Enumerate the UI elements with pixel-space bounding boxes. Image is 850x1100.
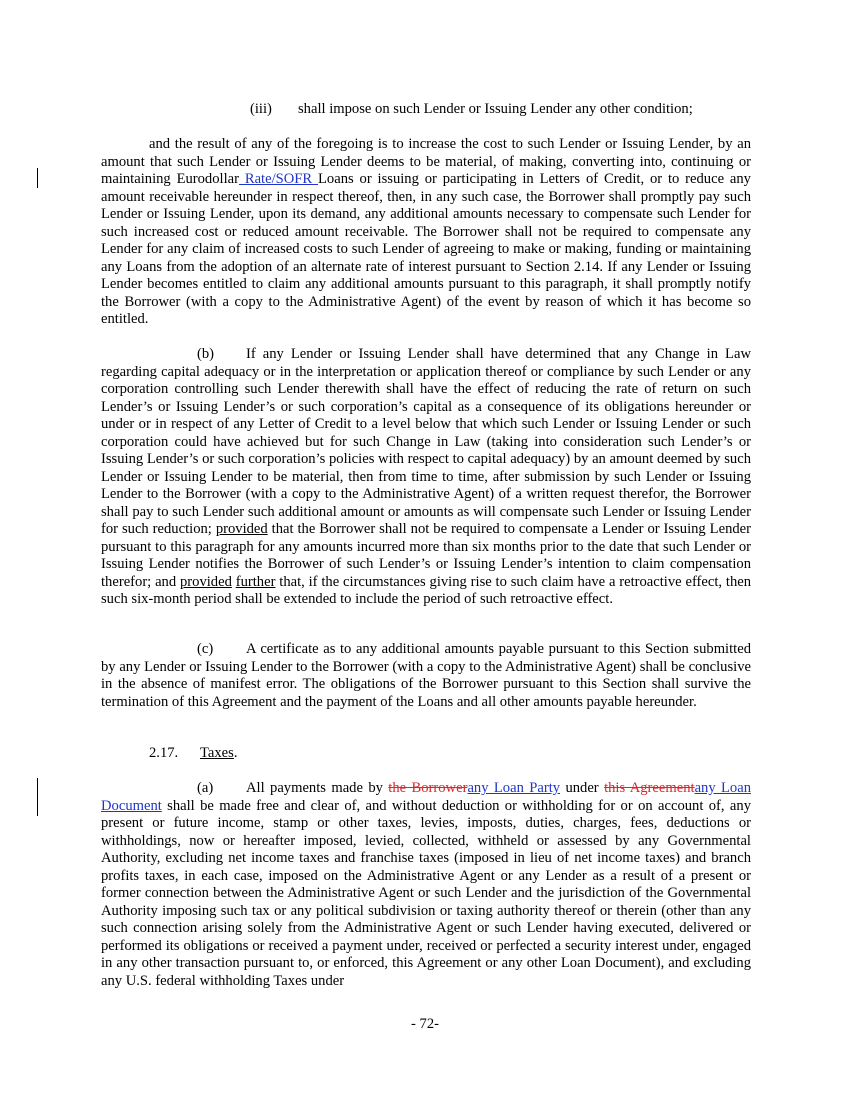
page-number: - 72- bbox=[411, 1016, 439, 1032]
paragraph-result: and the result of any of the foregoing is to increase the cost to such Lender or Issuing Lender, by an amount that such Lender or Issuing Lender deems to be material, of making, converting into, continuing or maintaining Eurodollar Rate/SOFR Loans or issuing or participating in Letters of Credit, or to reduce any amount receivable hereunder in respect thereof, then, in any such case, the Borrower shall promptly pay such Lender or Issuing Lender, upon its demand, any additional amounts necessary to compensate such Lender for such increased cost or reduced amount receivable. The Borrower shall not be required to compensate any Lender for any claim of increased costs to such Lender of agreeing to make or making, funding or maintaining any Loans from the adoption of an alternate rate of interest pursuant to Section 2.14. If any Lender or Issuing Lender becomes entitled to claim any additional amounts pursuant to this paragraph, it shall promptly notify the Borrower (with a copy to the Administrative Agent) of the event by reason of which it has become so entitled. bbox=[101, 136, 751, 327]
defined-term: further bbox=[235, 573, 276, 590]
change-bar bbox=[37, 778, 38, 816]
tracked-insertion: any Loan Party bbox=[467, 780, 561, 796]
section-number: 2.17. bbox=[149, 745, 179, 761]
section-heading-2-17: 2.17. Taxes. bbox=[149, 745, 238, 761]
defined-term: provided bbox=[179, 573, 232, 590]
tracked-insertion: Rate/SOFR bbox=[238, 171, 318, 187]
clause-number: (c) bbox=[197, 641, 214, 657]
tracked-deletion: this Agreement bbox=[604, 780, 695, 796]
tracked-deletion: the Borrower bbox=[388, 780, 468, 796]
section-title: Taxes bbox=[200, 745, 234, 761]
tracked-insertion: any Loan Document bbox=[101, 780, 751, 814]
paragraph-b: (b) If any Lender or Issuing Lender shall have determined that any Change in Law regarding capital adequacy or in the interpretation or application thereof or compliance by such Lender or any corporation controlling such Lender therewith shall have the effect of reducing the rate of return on such Lender’s or Issuing Lender’s or such corporation’s capital as a consequence of its obligations hereunder or under or in respect of any Letter of Credit to a level below that which such Lender or Issuing Lender or such corporation could have achieved but for such Change in Law (taking into consideration such Lender’s or Issuing Lender’s or such corporation’s policies with respect to capital adequacy) by an amount deemed by such Lender or Issuing Lender to be material, then from time to time, after submission by such Lender or Issuing Lender to the Borrower (with a copy to the Administrative Agent) of a written request therefor, the Borrower shall pay to such Lender such additional amount or amounts as will compensate such Lender or Issuing Lender for such reduction; provided that the Borrower shall not be required to compensate a Lender or Issuing Lender pursuant to this paragraph for any amounts incurred more than six months prior to the date that such Lender or Issuing Lender notifies the Borrower of such Lender’s or Issuing Lender’s intention to claim compensation therefor; and provided further that, if the circumstances giving rise to such claim have a retroactive effect, then such six-month period shall be extended to include the period of such retroactive effect. bbox=[101, 346, 752, 607]
clause-number: (b) bbox=[197, 346, 215, 362]
clause-text: shall impose on such Lender or Issuing Lender any other condition; bbox=[298, 101, 693, 117]
defined-term: provided bbox=[215, 521, 268, 537]
clause-number: (iii) bbox=[250, 101, 272, 117]
paragraph-c: (c) A certificate as to any additional amounts payable pursuant to this Section submitted by any Lender or Issuing Lender to the Borrower (with a copy to the Administrative Agent) shall be conclusive in the absence of manifest error. The obligations of the Borrower pursuant to this Section shall survive the termination of this Agreement and the payment of the Loans and all other amounts payable hereunder. bbox=[101, 641, 751, 710]
clause-number: (a) bbox=[197, 780, 214, 796]
paragraph-2-17-a: (a) All payments made by the Borrowerany Loan Party under this Agreementany Loan Document shall be made free and clear of, and without deduction or withholding for or on account of, any present or future income, stamp or other taxes, levies, imposts, duties, charges, fees, deductions or withholdings, now or hereafter imposed, levied, collected, withheld or assessed by any Governmental Authority, excluding net income taxes and franchise taxes (imposed in lieu of net income taxes) and branch profits taxes, in each case, imposed on the Administrative Agent or any Lender as a result of a present or former connection between the Administrative Agent or such Lender and the jurisdiction of the Governmental Authority imposing such tax or any political subdivision or taxing authority thereof or therein (other than any such connection arising solely from the Administrative Agent or such Lender having executed, delivered or performed its obligations or received a payment under, received or perfected a security interest under, engaged in any other transaction pursuant to, or enforced, this Agreement or any other Loan Document), and excluding any U.S. federal withholding Taxes under bbox=[101, 780, 751, 989]
clause-iii bbox=[101, 101, 751, 119]
change-bar bbox=[37, 168, 38, 188]
